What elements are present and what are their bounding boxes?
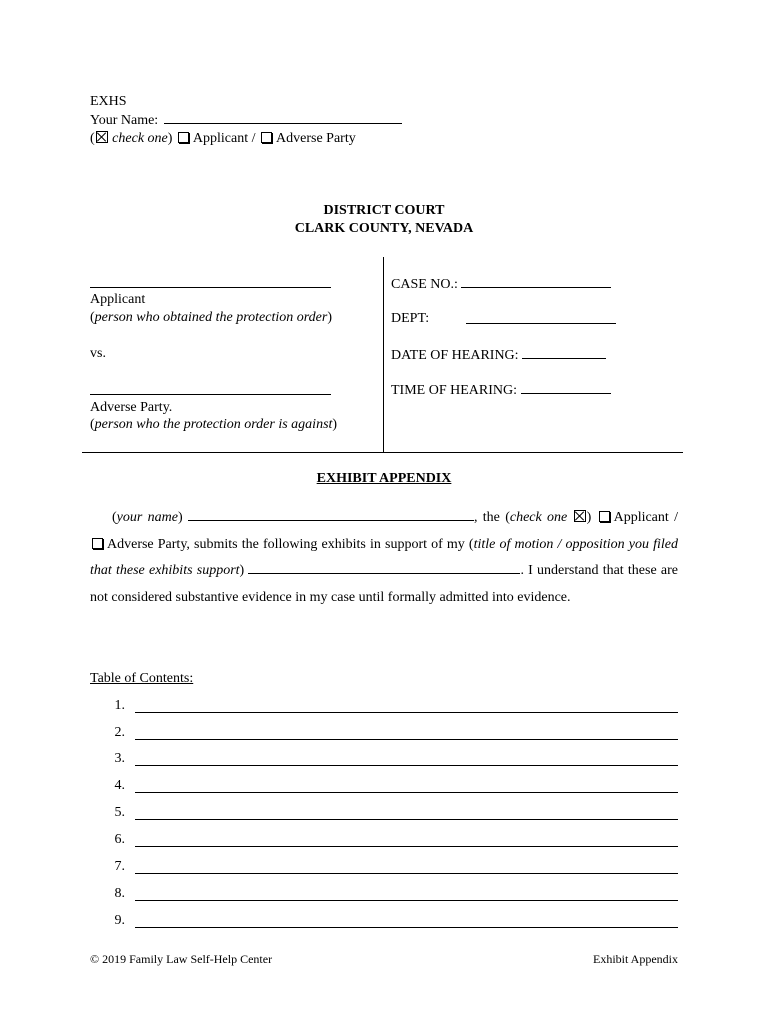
applicant-desc-text: person who obtained the protection order bbox=[94, 310, 328, 325]
dept-field[interactable] bbox=[466, 310, 616, 330]
case-no-label: CASE NO.: bbox=[391, 277, 458, 292]
court-county: CLARK COUNTY, NEVADA bbox=[294, 221, 474, 236]
time-of-hearing-label: TIME OF HEARING: bbox=[391, 383, 517, 398]
adverse-party-checkbox[interactable] bbox=[261, 132, 272, 143]
your-name-hint: your name bbox=[116, 510, 178, 525]
toc-entry-field[interactable] bbox=[135, 738, 678, 740]
toc-label: Table of Contents: bbox=[90, 671, 194, 686]
toc-number: 6. bbox=[114, 832, 125, 847]
footer-form-title: Exhibit Appendix bbox=[593, 952, 678, 966]
form-code: EXHS bbox=[90, 94, 127, 109]
adverse-party-option-label: Adverse Party bbox=[276, 131, 356, 146]
toc-number: 9. bbox=[114, 913, 125, 928]
toc-entry-field[interactable] bbox=[135, 845, 678, 847]
toc-entry-field[interactable] bbox=[135, 926, 678, 928]
paren-close: ) bbox=[167, 131, 173, 146]
date-of-hearing-label: DATE OF HEARING: bbox=[391, 348, 519, 363]
check-one-label: check one bbox=[112, 131, 168, 146]
document-title: EXHIBIT APPENDIX bbox=[316, 471, 452, 486]
toc-entry-field[interactable] bbox=[135, 791, 678, 793]
applicant-label: Applicant bbox=[90, 292, 146, 307]
toc-entry-field[interactable] bbox=[135, 711, 678, 713]
toc-entry-field[interactable] bbox=[135, 818, 678, 820]
paren-open: ( bbox=[90, 131, 95, 146]
your-name-label: Your Name: bbox=[90, 113, 159, 128]
time-of-hearing-row bbox=[391, 380, 611, 400]
court-name: DISTRICT COURT bbox=[323, 203, 445, 218]
toc-number: 1. bbox=[114, 698, 125, 713]
toc-entry-field[interactable] bbox=[135, 899, 678, 901]
adverse-party-name-field[interactable] bbox=[90, 381, 331, 401]
motion-title-field[interactable] bbox=[248, 560, 520, 574]
body-your-name-field[interactable] bbox=[188, 507, 474, 521]
caption-bottom-rule bbox=[82, 452, 683, 453]
dept-label: DEPT: bbox=[391, 311, 430, 326]
caption-vertical-rule bbox=[383, 257, 384, 452]
toc-number: 4. bbox=[114, 778, 125, 793]
toc-entry-field[interactable] bbox=[135, 764, 678, 766]
dept-row bbox=[391, 310, 429, 328]
body-paragraph: (your name) , the (check one ) Applicant / Adverse Party, submits the following exhibits in support of my (title of motion / opposition you filed that these exhibits support) . I understand that these are not considered substantive evidence in my case until formally admitted into evidence. bbox=[90, 505, 678, 611]
footer-copyright: © 2019 Family Law Self-Help Center bbox=[90, 952, 273, 966]
case-no-field[interactable] bbox=[461, 274, 611, 288]
date-of-hearing-row bbox=[391, 345, 606, 365]
date-of-hearing-field[interactable] bbox=[522, 345, 606, 359]
motion-title-hint: title of motion / opposition you filed that these exhibits support bbox=[90, 536, 678, 578]
body-applicant-checkbox[interactable] bbox=[599, 511, 610, 522]
body-check-one: check one bbox=[509, 510, 568, 525]
toc-number: 5. bbox=[114, 805, 125, 820]
time-of-hearing-field[interactable] bbox=[521, 380, 611, 394]
versus-label: vs. bbox=[90, 346, 106, 361]
toc-number: 3. bbox=[114, 751, 125, 766]
toc-entry-field[interactable] bbox=[135, 872, 678, 874]
body-adverse-party-checkbox[interactable] bbox=[92, 538, 103, 549]
your-name-field[interactable] bbox=[164, 110, 402, 124]
applicant-checkbox[interactable] bbox=[178, 132, 189, 143]
toc-number: 2. bbox=[114, 725, 125, 740]
checked-box-icon bbox=[96, 131, 108, 143]
toc-number: 8. bbox=[114, 886, 125, 901]
your-name-row bbox=[90, 110, 402, 130]
adverse-party-description: (person who the protection order is against) bbox=[90, 417, 338, 432]
checked-box-icon bbox=[574, 510, 586, 522]
adverse-party-label: Adverse Party. bbox=[90, 400, 173, 415]
adverse-desc-text: person who the protection order is against bbox=[94, 417, 333, 432]
party-check-row bbox=[90, 130, 356, 148]
applicant-description: (person who obtained the protection order) bbox=[90, 310, 333, 325]
applicant-option-label: Applicant / bbox=[192, 131, 256, 146]
toc-number: 7. bbox=[114, 859, 125, 874]
case-no-row bbox=[391, 274, 611, 294]
